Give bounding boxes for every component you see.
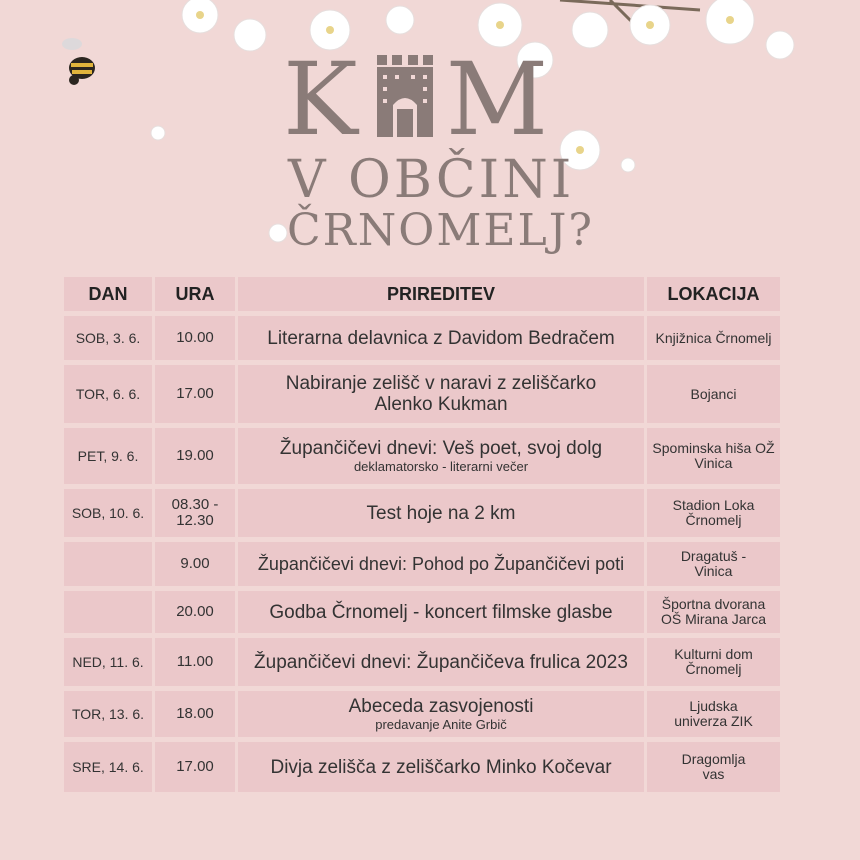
cell-event: [238, 542, 644, 586]
cell-location: Športna dvorana OŠ Mirana Jarca: [647, 591, 780, 633]
event-title: Abeceda zasvojenosti: [348, 696, 534, 717]
cell-time: 17.00: [155, 365, 235, 423]
cell-location: Bojanci: [647, 365, 780, 423]
title-letter-m: M: [445, 41, 551, 158]
cell-time: 10.00: [155, 316, 235, 360]
cell-location: Spominska hiša OŽ Vinica: [647, 428, 780, 484]
cell-day: SOB, 3. 6.: [64, 316, 152, 360]
cell-time: 11.00: [155, 638, 235, 686]
cell-event: [238, 489, 644, 537]
table-row: [64, 489, 780, 537]
event-title: Župančičevi dnevi: Župančičeva frulica 2023: [254, 651, 628, 673]
table-header-row: [64, 277, 780, 311]
event-title: Župančičevi dnevi: Pohod po Župančičevi poti: [257, 553, 625, 574]
table-row: [64, 316, 780, 360]
event-title: Divja zelišča z zeliščarko Minko Kočevar: [270, 756, 612, 778]
title-line2: V OBČINI: [288, 150, 575, 210]
cell-location: Stadion Loka Črnomelj: [647, 489, 780, 537]
event-title: Test hoje na 2 km: [366, 502, 516, 524]
cell-event: [238, 691, 644, 737]
header-event: PRIREDITEV: [238, 277, 644, 311]
cell-day: PET, 9. 6.: [64, 428, 152, 484]
cell-location: Kulturni dom Črnomelj: [647, 638, 780, 686]
cell-event: [238, 591, 644, 633]
title-letter-k: K: [283, 41, 360, 158]
bee-icon: [58, 32, 108, 92]
cell-day: [64, 542, 152, 586]
cell-event: [238, 742, 644, 792]
cell-time: 08.30 - 12.30: [155, 489, 235, 537]
cell-location: Knjižnica Črnomelj: [647, 316, 780, 360]
cell-event: [238, 316, 644, 360]
event-title: Župančičevi dnevi: Veš poet, svoj dolg: [279, 438, 603, 459]
event-title: Literarna delavnica z Davidom Bedračem: [267, 327, 615, 349]
event-title: Godba Črnomelj - koncert filmske glasbe: [269, 601, 613, 623]
cell-time: 17.00: [155, 742, 235, 792]
cell-day: SRE, 14. 6.: [64, 742, 152, 792]
table-row: [64, 691, 780, 737]
cell-event: [238, 638, 644, 686]
table-row: [64, 542, 780, 586]
table-row: [64, 591, 780, 633]
event-title: Nabiranje zelišč v naravi z zeliščarko Alenko Kukman: [285, 373, 597, 415]
cell-day: NED, 11. 6.: [64, 638, 152, 686]
cell-day: TOR, 13. 6.: [64, 691, 152, 737]
cell-location: Dragatuš - Vinica: [647, 542, 780, 586]
castle-tower-icon: [375, 55, 435, 137]
cell-day: SOB, 10. 6.: [64, 489, 152, 537]
cell-time: 9.00: [155, 542, 235, 586]
event-subtitle: deklamatorsko - literarni večer: [353, 459, 529, 474]
header-location: LOKACIJA: [647, 277, 780, 311]
events-table: [61, 272, 783, 797]
cell-day: [64, 591, 152, 633]
cell-location: Dragomlja vas: [647, 742, 780, 792]
cell-time: 19.00: [155, 428, 235, 484]
cell-location: Ljudska univerza ZIK: [647, 691, 780, 737]
title-line3: ČRNOMELJ?: [287, 205, 594, 256]
cell-event: [238, 365, 644, 423]
event-subtitle: predavanje Anite Grbič: [375, 717, 507, 732]
cell-time: 18.00: [155, 691, 235, 737]
table-row: [64, 742, 780, 792]
table-row: [64, 428, 780, 484]
cell-event: [238, 428, 644, 484]
header-day: DAN: [64, 277, 152, 311]
cell-day: TOR, 6. 6.: [64, 365, 152, 423]
cell-time: 20.00: [155, 591, 235, 633]
table-row: [64, 638, 780, 686]
table-row: [64, 365, 780, 423]
header-time: URA: [155, 277, 235, 311]
